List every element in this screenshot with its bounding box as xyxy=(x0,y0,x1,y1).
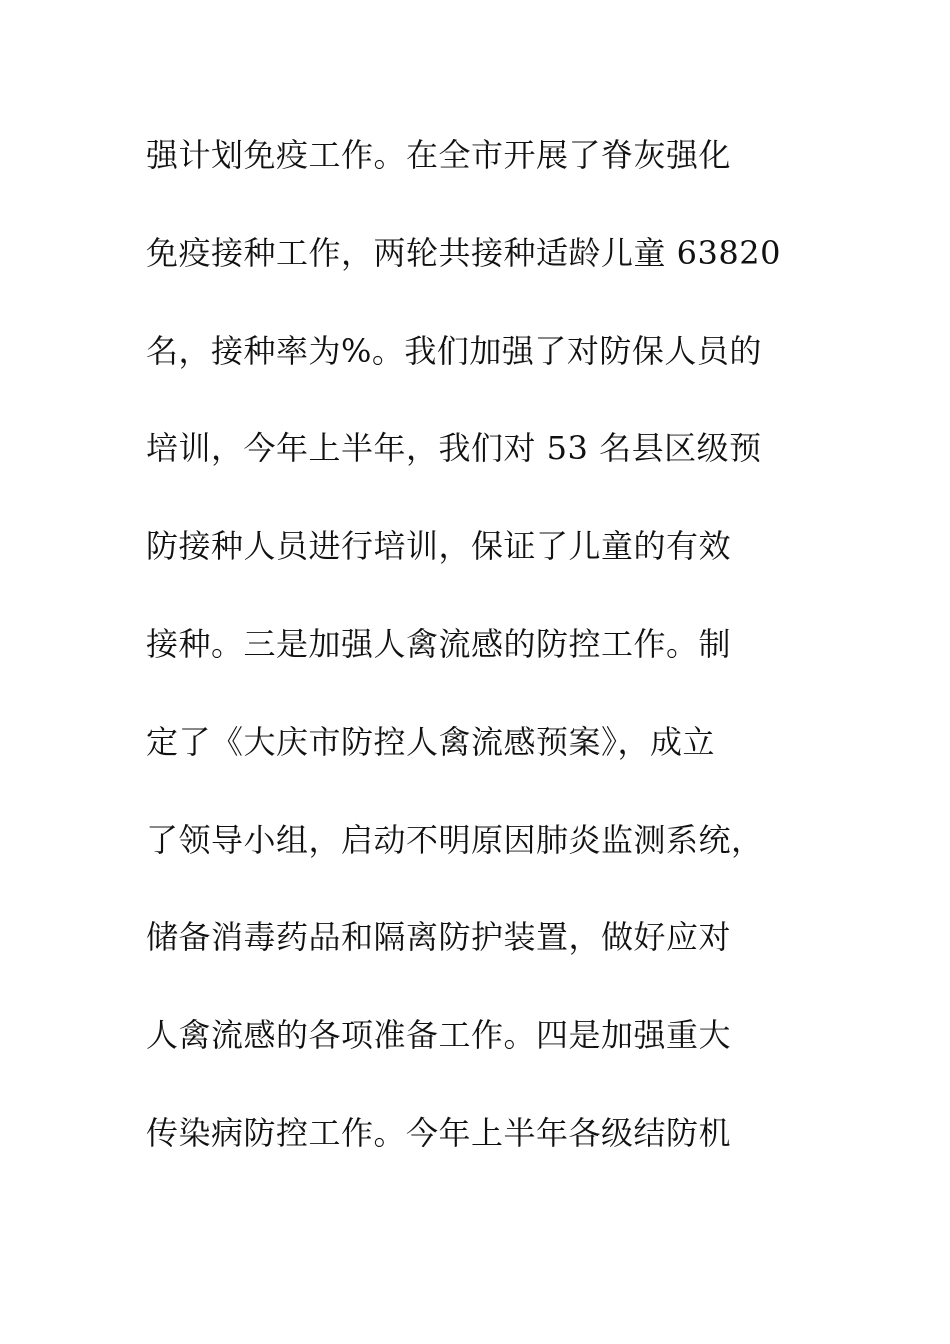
text-line-3: 名，接种率为%。我们加强了对防保人员的 xyxy=(146,331,762,370)
text-line-8: 了领导小组，启动不明原因肺炎监测系统， xyxy=(146,820,764,859)
text-line-10: 人禽流感的各项准备工作。四是加强重大 xyxy=(146,1016,732,1055)
text-line-11: 传染病防控工作。今年上半年各级结防机 xyxy=(146,1113,732,1152)
document-body xyxy=(146,124,826,1200)
text-line-4: 培训，今年上半年，我们对 53 名县区级预 xyxy=(146,429,762,468)
text-line-6: 接种。三是加强人禽流感的防控工作。制 xyxy=(146,624,732,663)
text-line-1: 强计划免疫工作。在全市开展了脊灰强化 xyxy=(146,136,732,174)
text-line-2: 免疫接种工作，两轮共接种适龄儿童 63820 xyxy=(146,233,781,272)
text-line-9: 储备消毒药品和隔离防护装置，做好应对 xyxy=(146,918,732,957)
text-line-5: 防接种人员进行培训，保证了儿童的有效 xyxy=(146,527,732,566)
text-line-7: 定了《大庆市防控人禽流感预案》，成立 xyxy=(146,722,716,761)
